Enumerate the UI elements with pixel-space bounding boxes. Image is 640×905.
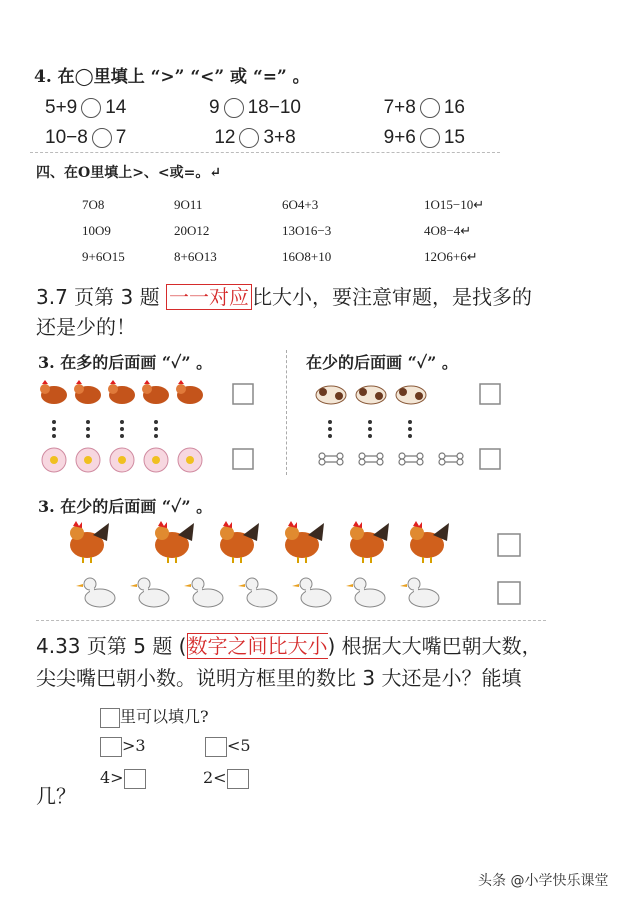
equation: 10−8 7 [45,127,127,148]
dog-icon [316,386,346,404]
rooster-icon [70,521,109,563]
hen-icon [142,380,169,404]
answer-box[interactable] [480,449,500,469]
answer-box[interactable] [205,737,227,757]
answer-box[interactable] [498,582,520,604]
flower-icon [144,448,168,472]
dog-icon [356,386,386,404]
dog-row [316,386,426,404]
equation: 12 3+8 [214,127,296,148]
rooster-icon [350,521,389,563]
answer-circle[interactable] [81,98,101,118]
flower-icon [42,448,66,472]
equation: 10O9 [82,223,111,238]
flower-row [42,448,202,472]
bone-row [319,453,463,465]
bone-icon [359,453,383,465]
equation: 9O11 [174,197,203,212]
question5-a: >3 [100,736,146,757]
duck-row [76,578,439,607]
section2-row-1 [82,192,502,218]
duck-icon [238,578,277,607]
equation: 4O8−4↵ [424,223,472,238]
note-1-line-2: 还是少的！ [36,315,136,339]
rooster-icon [220,521,259,563]
answer-circle[interactable] [420,128,440,148]
bone-icon [439,453,463,465]
divider [36,620,546,621]
answer-circle[interactable] [92,128,112,148]
note-2-line-2: 尖尖嘴巴朝小数。说明方框里的数比 3 大还是小？能填 [36,666,522,690]
duck-icon [346,578,385,607]
exercise-b-figure [60,518,540,618]
equation: 5+9 14 [45,97,127,118]
duck-icon [76,578,115,607]
equation: 9+6O15 [82,249,125,264]
equation: 7O8 [82,197,105,212]
question5-b: <5 [205,736,251,757]
equation: 1O15−10↵ [424,197,485,212]
equation: 9+6 15 [383,127,465,148]
duck-icon [292,578,331,607]
flower-icon [110,448,134,472]
rooster-icon [155,521,194,563]
answer-box[interactable] [480,384,500,404]
rooster-icon [285,521,324,563]
section2-row-3 [82,244,502,270]
note-2 [36,630,636,694]
flower-icon [178,448,202,472]
note-2-line-1: 4.33 页第 5 题 (数字之间比大小) 根据大大嘴巴朝大数， [36,634,542,658]
equation: 20O12 [174,223,210,238]
question5-d: 2< [203,768,249,789]
question5-title: 里可以填几? [100,704,209,728]
equation: 8+6O13 [174,249,217,264]
note-1-line-1: 3.7 页第 3 题 一一对应 比大小，要注意审题，是找多的 [36,285,532,309]
note-1 [36,282,636,342]
equation: 13O16−3 [282,223,332,238]
rooster-icon [410,521,449,563]
section1-row-1 [45,93,465,123]
answer-circle[interactable] [224,98,244,118]
equation: 16O8+10 [282,249,332,264]
dots [52,420,412,438]
answer-box[interactable] [100,737,122,757]
hen-icon [108,380,135,404]
watermark: 头条 @小学快乐课堂 [478,873,609,889]
question5-c: 4> [100,768,146,789]
equation: 9 18−10 [209,97,301,118]
hen-icon [40,380,67,404]
bone-icon [399,453,423,465]
answer-circle[interactable] [420,98,440,118]
hen-icon [74,380,101,404]
hen-icon [176,380,203,404]
exercise-a-figure [30,375,630,480]
exercise-a-left-title: 3. 在多的后面画 “✓” 。 [38,353,213,372]
section1-row-2 [45,123,465,153]
answer-box[interactable] [233,449,253,469]
hen-row [40,380,203,404]
note-2-highlight: 数字之间比大小 [187,634,328,658]
flower-icon [76,448,100,472]
section1-grid [45,93,465,153]
dog-icon [396,386,426,404]
answer-box[interactable] [227,769,249,789]
section2-row-2 [82,218,502,244]
equation: 6O4+3 [282,197,319,212]
duck-icon [184,578,223,607]
rooster-row [70,521,449,563]
equation: 12O6+6↵ [424,249,478,264]
exercise-a-right-title: 在少的后面画 “✓” 。 [306,353,458,372]
note-1-highlight: 一一对应 [166,284,252,310]
section2-grid [82,192,502,270]
answer-box[interactable] [100,708,120,728]
answer-box[interactable] [233,384,253,404]
section1-title: 4. 在◯里填上 “>” “<” 或 “=” 。 [34,67,310,87]
exercise-b-title: 3. 在少的后面画 “✓” 。 [38,497,213,516]
answer-circle[interactable] [239,128,259,148]
duck-icon [130,578,169,607]
divider [30,152,500,153]
section2-title: 四、在O里填上>、<或=。↵ [36,165,222,181]
answer-box[interactable] [498,534,520,556]
duck-icon [400,578,439,607]
equation: 7+8 16 [383,97,465,118]
note-2-line-3: 几？ [36,784,76,808]
answer-box[interactable] [124,769,146,789]
bone-icon [319,453,343,465]
